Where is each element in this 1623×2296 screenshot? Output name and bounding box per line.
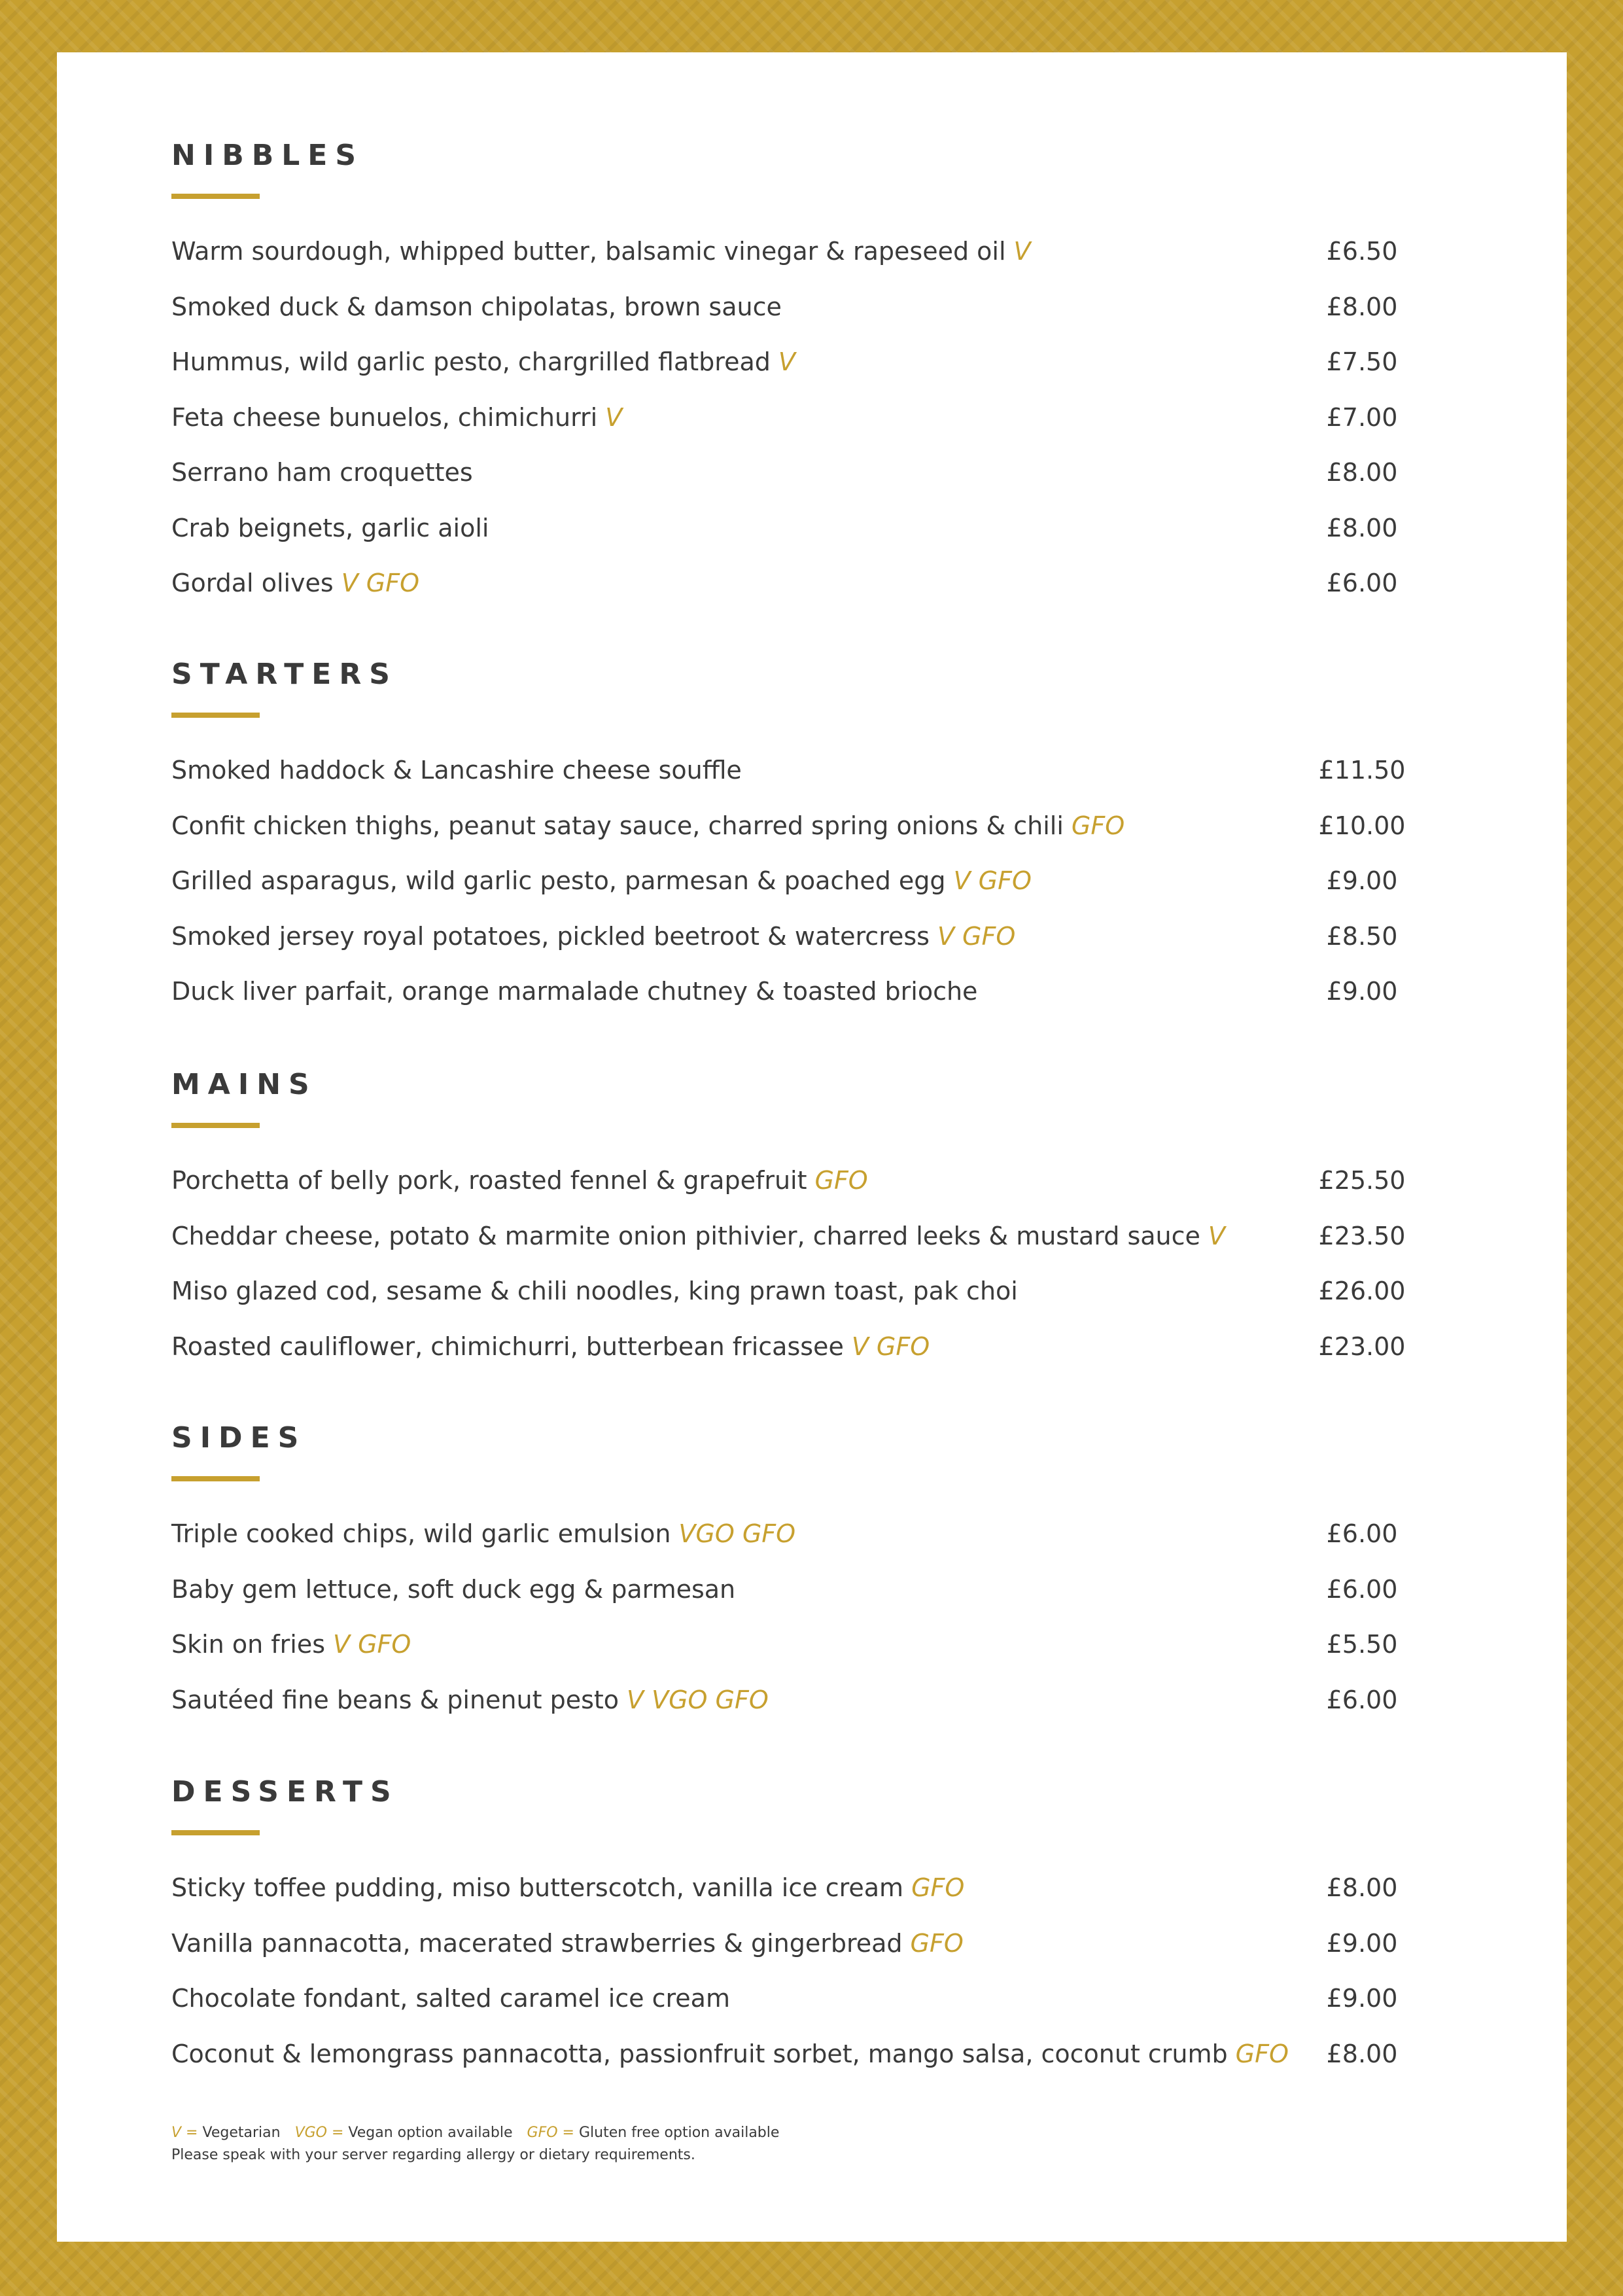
section-title: DESSERTS <box>171 1775 399 1809</box>
menu-item-name: Vanilla pannacotta, macerated strawberries & gingerbread <box>171 1928 903 1958</box>
menu-item-dietary-tags: V <box>778 347 795 377</box>
menu-item <box>171 445 1454 501</box>
menu-item <box>171 556 1454 611</box>
menu-item-price: £8.00 <box>1326 513 1398 542</box>
menu-item-name: Baby gem lettuce, soft duck egg & parmesan <box>171 1574 736 1604</box>
menu-item-price: £7.00 <box>1326 402 1398 432</box>
menu-item-price: £8.50 <box>1326 921 1398 951</box>
section-mains <box>171 1067 1454 1374</box>
section-divider <box>171 1830 260 1835</box>
menu-item-name: Roasted cauliflower, chimichurri, butterbean fricassee <box>171 1332 844 1361</box>
legend-vgo-label: Vegan option available <box>348 2125 513 2141</box>
menu-item-price: £8.00 <box>1326 292 1398 321</box>
menu-item-name: Smoked jersey royal potatoes, pickled beetroot & watercress <box>171 921 930 951</box>
menu-item <box>171 743 1454 798</box>
menu-item-name: Coconut & lemongrass pannacotta, passionfruit sorbet, mango salsa, coconut crumb <box>171 2039 1228 2068</box>
menu-item <box>171 1263 1454 1319</box>
menu-item-name: Smoked haddock & Lancashire cheese souffle <box>171 756 742 785</box>
menu-item-price: £25.50 <box>1318 1166 1406 1195</box>
section-starters <box>171 656 1454 1019</box>
menu-item-dietary-tags: V GFO <box>937 921 1016 951</box>
dietary-legend <box>171 2122 779 2166</box>
menu-item-dietary-tags: GFO <box>910 1928 964 1958</box>
menu-item <box>171 501 1454 556</box>
section-title: STARTERS <box>171 658 398 691</box>
menu-item-name: Triple cooked chips, wild garlic emulsion <box>171 1519 671 1549</box>
section-divider <box>171 1123 260 1128</box>
legend-v-abbr: V <box>171 2125 182 2141</box>
menu-item-name: Porchetta of belly pork, roasted fennel & grapefruit <box>171 1166 807 1195</box>
menu-item-name: Miso glazed cod, sesame & chili noodles, king prawn toast, pak choi <box>171 1277 1018 1306</box>
menu-item-price: £8.00 <box>1326 458 1398 487</box>
menu-item-price: £5.50 <box>1326 1630 1398 1659</box>
menu-item <box>171 853 1454 909</box>
menu-item-price: £9.00 <box>1326 1928 1398 1958</box>
menu-item-dietary-tags: V GFO <box>333 1630 411 1659</box>
menu-item <box>171 1506 1454 1562</box>
section-divider <box>171 1476 260 1481</box>
menu-item <box>171 1860 1454 1916</box>
menu-item-price: £9.00 <box>1326 866 1398 896</box>
menu-item-name: Chocolate fondant, salted caramel ice cream <box>171 1984 730 2013</box>
section-title: SIDES <box>171 1421 307 1455</box>
menu-item-name: Sticky toffee pudding, miso butterscotch, vanilla ice cream <box>171 1873 904 1903</box>
section-divider <box>171 194 260 199</box>
menu-item-dietary-tags: GFO <box>1235 2039 1289 2068</box>
menu-item-price: £26.00 <box>1318 1277 1406 1306</box>
menu-panel <box>57 52 1567 2242</box>
menu-item-dietary-tags: V <box>1013 237 1031 266</box>
menu-item <box>171 1617 1454 1672</box>
legend-allergy-note: Please speak with your server regarding allergy or dietary requirements. <box>171 2147 695 2163</box>
section-title: MAINS <box>171 1068 317 1101</box>
menu-item-dietary-tags: V GFO <box>851 1332 930 1361</box>
menu-item-name: Gordal olives <box>171 569 334 598</box>
section-divider <box>171 713 260 718</box>
menu-item-name: Serrano ham croquettes <box>171 458 473 487</box>
menu-item-price: £11.50 <box>1318 756 1406 785</box>
menu-item <box>171 798 1454 854</box>
menu-item-price: £6.00 <box>1326 569 1398 598</box>
menu-item-dietary-tags: V GFO <box>341 569 420 598</box>
menu-item <box>171 1971 1454 2026</box>
section-desserts <box>171 1774 1454 2081</box>
section-sides <box>171 1420 1454 1727</box>
legend-vgo-abbr: VGO <box>294 2125 327 2141</box>
menu-item-price: £8.00 <box>1326 1873 1398 1903</box>
menu-item-name: Duck liver parfait, orange marmalade chutney & toasted brioche <box>171 977 978 1006</box>
menu-item-dietary-tags: GFO <box>1071 811 1125 840</box>
menu-item <box>171 1672 1454 1728</box>
menu-item-dietary-tags: V <box>1208 1221 1225 1250</box>
menu-item-name: Sautéed fine beans & pinenut pesto <box>171 1685 620 1714</box>
menu-item-name: Warm sourdough, whipped butter, balsamic vinegar & rapeseed oil <box>171 237 1006 266</box>
menu-item-name: Grilled asparagus, wild garlic pesto, parmesan & poached egg <box>171 866 946 896</box>
menu-item-price: £7.50 <box>1326 347 1398 377</box>
menu-item-name: Confit chicken thighs, peanut satay sauce, charred spring onions & chili <box>171 811 1064 840</box>
menu-item <box>171 909 1454 964</box>
legend-v-label: Vegetarian <box>202 2125 281 2141</box>
menu-item-dietary-tags: V VGO GFO <box>627 1685 769 1714</box>
menu-item-name: Skin on fries <box>171 1630 325 1659</box>
menu-item-price: £23.50 <box>1318 1221 1406 1250</box>
menu-item-price: £6.50 <box>1326 237 1398 266</box>
menu-item <box>171 279 1454 335</box>
menu-item-name: Crab beignets, garlic aioli <box>171 513 489 542</box>
menu-item-dietary-tags: GFO <box>911 1873 965 1903</box>
menu-item <box>171 1916 1454 1971</box>
menu-item <box>171 1153 1454 1209</box>
legend-key-line: V = Vegetarian VGO = Vegan option available GFO = Gluten free option available <box>171 2125 780 2141</box>
legend-gfo-abbr: GFO <box>527 2125 558 2141</box>
menu-item <box>171 964 1454 1019</box>
menu-item-dietary-tags: V GFO <box>953 866 1032 896</box>
menu-item <box>171 1209 1454 1264</box>
menu-item <box>171 1319 1454 1375</box>
menu-item-price: £6.00 <box>1326 1685 1398 1714</box>
menu-item-price: £6.00 <box>1326 1574 1398 1604</box>
menu-item-dietary-tags: V <box>605 402 623 432</box>
menu-item <box>171 334 1454 390</box>
menu-item-dietary-tags: GFO <box>814 1166 868 1195</box>
menu-item <box>171 2026 1454 2082</box>
menu-item <box>171 224 1454 279</box>
menu-item-name: Feta cheese bunuelos, chimichurri <box>171 402 598 432</box>
menu-item-price: £23.00 <box>1318 1332 1406 1361</box>
section-title: NIBBLES <box>171 139 364 172</box>
menu-item-price: £6.00 <box>1326 1519 1398 1549</box>
menu-item-name: Smoked duck & damson chipolatas, brown sauce <box>171 292 782 321</box>
menu-item-price: £10.00 <box>1318 811 1406 840</box>
menu-item <box>171 1562 1454 1617</box>
menu-item-name: Hummus, wild garlic pesto, chargrilled flatbread <box>171 347 771 377</box>
section-nibbles <box>171 137 1454 611</box>
menu-item-price: £8.00 <box>1326 2039 1398 2068</box>
menu-item-price: £9.00 <box>1326 1984 1398 2013</box>
legend-gfo-label: Gluten free option available <box>578 2125 780 2141</box>
menu-item-dietary-tags: VGO GFO <box>678 1519 796 1549</box>
menu-item <box>171 390 1454 446</box>
menu-item-price: £9.00 <box>1326 977 1398 1006</box>
menu-item-name: Cheddar cheese, potato & marmite onion pithivier, charred leeks & mustard sauce <box>171 1221 1200 1250</box>
